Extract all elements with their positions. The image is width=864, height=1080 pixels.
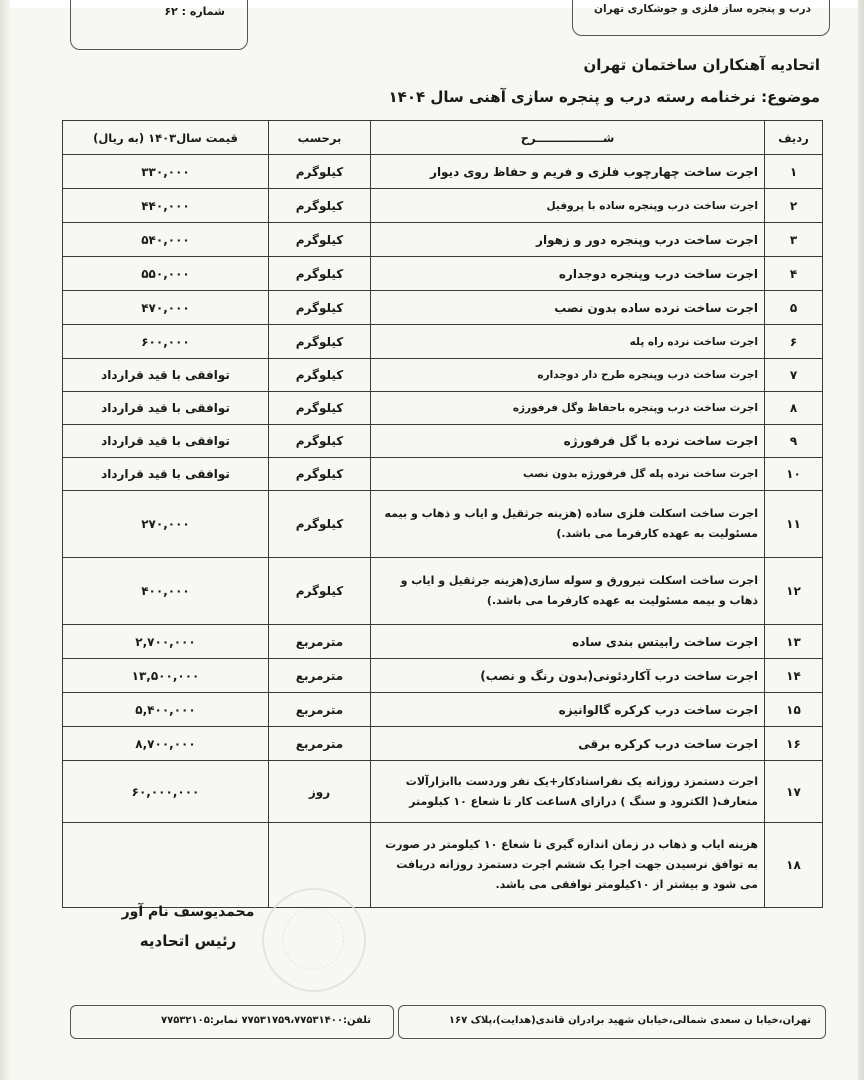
table-header-row [63, 121, 823, 155]
row-price: ۲۷۰,۰۰۰ [63, 491, 269, 558]
row-number: ۱۴ [765, 659, 823, 693]
table-row [63, 325, 823, 359]
official-stamp [262, 888, 366, 992]
row-price: ۲,۷۰۰,۰۰۰ [63, 625, 269, 659]
row-unit: روز [269, 761, 371, 823]
table-row [63, 257, 823, 291]
row-description: هزینه ایاب و ذهاب در زمان اندازه گیری تا شعاع ۱۰ کیلومتر در صورت به توافق نرسیدن جهت اجرا یک ششم اجرت دستمزد روزانه دریافت می شود و بیشتر از ۱۰کیلومتر توافقی می باشد. [371, 823, 765, 908]
row-description: اجرت ساخت اسکلت فلزی ساده (هزینه جرثقیل و ایاب و ذهاب و بیمه مسئولیت به عهده کارفرما می باشد.) [371, 491, 765, 558]
table-row [63, 359, 823, 392]
row-number: ۱۵ [765, 693, 823, 727]
row-description: اجرت ساخت درب وپنجره طرح دار دوجداره [371, 359, 765, 392]
row-unit: کیلوگرم [269, 491, 371, 558]
table-row [63, 425, 823, 458]
row-price: ۶۰۰,۰۰۰ [63, 325, 269, 359]
row-unit: کیلوگرم [269, 458, 371, 491]
row-number: ۸ [765, 392, 823, 425]
document-number: شماره : ۶۲ [164, 5, 225, 18]
row-description: اجرت ساخت نرده ساده بدون نصب [371, 291, 765, 325]
row-price: ۱۳,۵۰۰,۰۰۰ [63, 659, 269, 693]
table-row [63, 223, 823, 257]
row-unit: کیلوگرم [269, 325, 371, 359]
row-description: اجرت ساخت درب آکاردئونی(بدون رنگ و نصب) [371, 659, 765, 693]
row-number: ۱۰ [765, 458, 823, 491]
row-description: اجرت ساخت درب وپنجره باحفاظ وگل فرفورژه [371, 392, 765, 425]
row-unit: کیلوگرم [269, 291, 371, 325]
row-price: توافقی با قید قرارداد [63, 458, 269, 491]
column-header-radif: ردیف [765, 121, 823, 155]
row-number: ۹ [765, 425, 823, 458]
row-unit: کیلوگرم [269, 425, 371, 458]
row-number: ۱۷ [765, 761, 823, 823]
table-row [63, 558, 823, 625]
document-subject: موضوع: نرخنامه رسته درب و پنجره سازی آهنی سال ۱۴۰۴ [388, 88, 820, 106]
row-number: ۴ [765, 257, 823, 291]
row-price: ۶۰,۰۰۰,۰۰۰ [63, 761, 269, 823]
column-header-price: قیمت سال۱۴۰۳ (به ریال) [63, 121, 269, 155]
row-number: ۱۸ [765, 823, 823, 908]
row-unit: کیلوگرم [269, 155, 371, 189]
signatory-role: رئیس اتحادیه [139, 932, 237, 950]
footer-address: تهران،خیابا ن سعدی شمالی،خیابان شهید برادران قاندی(هدایت)،پلاک ۱۶۷ [448, 1015, 811, 1026]
table-row [63, 727, 823, 761]
row-number: ۱۲ [765, 558, 823, 625]
footer-phones-box [70, 1005, 394, 1039]
row-unit: کیلوگرم [269, 359, 371, 392]
row-unit: کیلوگرم [269, 257, 371, 291]
row-price: توافقی با قید قرارداد [63, 359, 269, 392]
row-description: اجرت ساخت درب وپنجره ساده با پروفیل [371, 189, 765, 223]
row-price: ۳۳۰,۰۰۰ [63, 155, 269, 189]
row-description: اجرت ساخت چهارچوب فلزی و فریم و حفاظ روی دیوار [371, 155, 765, 189]
row-number: ۱۶ [765, 727, 823, 761]
row-number: ۱ [765, 155, 823, 189]
row-description: اجرت ساخت نرده پله گل فرفورژه بدون نصب [371, 458, 765, 491]
paper-left-edge [0, 0, 10, 1080]
table-row [63, 761, 823, 823]
row-unit: کیلوگرم [269, 189, 371, 223]
row-price: ۵۵۰,۰۰۰ [63, 257, 269, 291]
number-box [70, 0, 248, 50]
row-description: اجرت ساخت درب وپنجره دوجداره [371, 257, 765, 291]
row-number: ۱۳ [765, 625, 823, 659]
row-description: اجرت ساخت رابیتس بندی ساده [371, 625, 765, 659]
row-price: ۵۴۰,۰۰۰ [63, 223, 269, 257]
union-title: اتحادیه آهنکاران ساختمان تهران [583, 56, 820, 74]
row-price: ۴۰۰,۰۰۰ [63, 558, 269, 625]
footer-phones: تلفن:۷۷۵۳۱۷۵۹،۷۷۵۳۱۴۰۰ نمابر:۷۷۵۳۲۱۰۵ [160, 1015, 371, 1026]
row-number: ۷ [765, 359, 823, 392]
org-box [572, 0, 830, 36]
org-box-text: درب و پنجره ساز فلزی و جوشکاری تهران [594, 3, 811, 15]
row-price: توافقی با قید قرارداد [63, 425, 269, 458]
row-unit: مترمربع [269, 625, 371, 659]
row-price: ۴۴۰,۰۰۰ [63, 189, 269, 223]
row-price: توافقی با قید قرارداد [63, 392, 269, 425]
row-number: ۶ [765, 325, 823, 359]
table-row [63, 625, 823, 659]
table-row [63, 291, 823, 325]
row-description: اجرت ساخت اسکلت تیرورق و سوله سازی(هزینه جرثقیل و ایاب و ذهاب و بیمه مسئولیت به عهده کارفرما می باشد.) [371, 558, 765, 625]
column-header-unit: برحسب [269, 121, 371, 155]
row-price [63, 823, 269, 908]
table-row [63, 392, 823, 425]
row-unit: مترمربع [269, 659, 371, 693]
paper-right-edge [858, 0, 864, 1080]
footer-address-box [398, 1005, 826, 1039]
row-price: ۵,۴۰۰,۰۰۰ [63, 693, 269, 727]
row-description: اجرت ساخت نرده با گل فرفورژه [371, 425, 765, 458]
rates-table [62, 120, 823, 908]
column-header-description: شـــــــــــــــــرح [371, 121, 765, 155]
row-description: اجرت دستمزد روزانه یک نفراستادکار+یک نفر وردست باابزارآلات متعارف( الکترود و سنگ ) درازای ۸ساعت کار تا شعاع ۱۰ کیلومتر [371, 761, 765, 823]
row-description: اجرت ساخت درب وپنجره دور و زهوار [371, 223, 765, 257]
row-unit: کیلوگرم [269, 392, 371, 425]
row-description: اجرت ساخت درب کرکره گالوانیزه [371, 693, 765, 727]
row-unit: کیلوگرم [269, 558, 371, 625]
table-row [63, 189, 823, 223]
row-unit: مترمربع [269, 693, 371, 727]
row-unit: مترمربع [269, 727, 371, 761]
table-row [63, 693, 823, 727]
table-row [63, 823, 823, 908]
signatory-name: محمدیوسف نام آور [121, 904, 255, 920]
row-number: ۵ [765, 291, 823, 325]
row-number: ۱۱ [765, 491, 823, 558]
row-price: ۴۷۰,۰۰۰ [63, 291, 269, 325]
row-number: ۳ [765, 223, 823, 257]
signature-block [108, 904, 268, 950]
table-row [63, 155, 823, 189]
row-description: اجرت ساخت درب کرکره برقی [371, 727, 765, 761]
table-row [63, 458, 823, 491]
table-row [63, 491, 823, 558]
row-price: ۸,۷۰۰,۰۰۰ [63, 727, 269, 761]
table-row [63, 659, 823, 693]
row-description: اجرت ساخت نرده راه پله [371, 325, 765, 359]
row-unit: کیلوگرم [269, 223, 371, 257]
row-number: ۲ [765, 189, 823, 223]
